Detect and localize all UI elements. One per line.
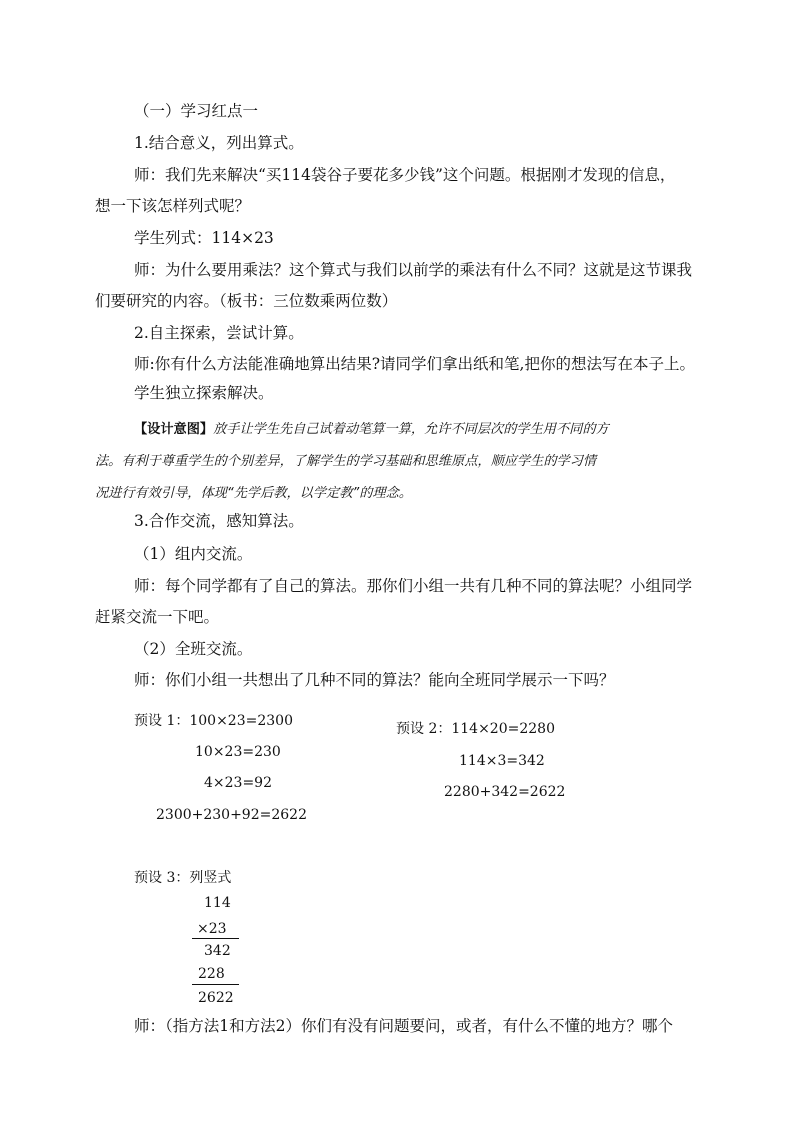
subsection-2: （2）全班交流。 (134, 640, 253, 658)
paragraph-6-line-2: 赶紧交流一下吧。 (95, 608, 220, 626)
design-intent-line-1 (134, 420, 609, 440)
vertical-multiplier: ×23 (197, 921, 227, 937)
design-intent-text-1: 放手让学生先自己试着动笔算一算，允许不同层次的学生用不同的方 (213, 422, 609, 437)
vertical-rule-1 (192, 938, 239, 939)
preset-1-label: 预设 1：100×23=2300 (134, 713, 293, 729)
vertical-multiplicand: 114 (204, 895, 231, 911)
paragraph-1-line-1: 师：我们先来解决“买114袋谷子要花多少钱”这个问题。根据刚才发现的信息， (134, 166, 676, 184)
section-title: （一）学习红点一 (134, 102, 259, 120)
preset-2-line-2: 114×3=342 (459, 753, 545, 769)
vertical-result: 2622 (198, 990, 234, 1006)
paragraph-4: 师:你有什么方法能准确地算出结果?请同学们拿出纸和笔,把你的想法写在本子上。 (134, 355, 695, 373)
step-3-heading: 3.合作交流，感知算法。 (134, 512, 304, 530)
preset-3-label: 预设 3：列竖式 (134, 870, 232, 886)
paragraph-1-line-2: 想一下该怎样列式呢？ (95, 197, 251, 215)
subsection-1: （1）组内交流。 (134, 545, 253, 563)
student-equation: 学生列式：114×23 (134, 229, 274, 247)
paragraph-6-line-1: 师：每个同学都有了自己的算法。那你们小组一共有几种不同的算法呢？小组同学 (134, 577, 693, 595)
preset-1-line-3: 4×23=92 (204, 775, 272, 791)
paragraph-5: 学生独立探索解决。 (134, 384, 274, 402)
paragraph-3-line-1: 师：为什么要用乘法？这个算式与我们以前学的乘法有什么不同？这就是这节课我 (134, 261, 693, 279)
preset-2-label: 预设 2：114×20=2280 (396, 721, 555, 737)
paragraph-8: 师：（指方法1和方法2）你们有没有问题要问，或者，有什么不懂的地方？哪个 (134, 1017, 673, 1035)
preset-2-line-3: 2280+342=2622 (444, 784, 566, 800)
paragraph-7: 师：你们小组一共想出了几种不同的算法？能向全班同学展示一下吗？ (134, 671, 615, 689)
design-intent-tag: 【设计意图】 (134, 422, 214, 437)
vertical-partial-1: 342 (204, 943, 231, 959)
step-2-heading: 2.自主探索，尝试计算。 (134, 324, 304, 342)
step-1-heading: 1.结合意义，列出算式。 (134, 134, 304, 152)
preset-1-line-4: 2300+230+92=2622 (156, 807, 307, 823)
vertical-partial-2: 228 (198, 966, 225, 982)
preset-1-line-2: 10×23=230 (195, 744, 281, 760)
vertical-rule-2 (192, 984, 239, 985)
design-intent-line-2: 法。有利于尊重学生的个别差异，了解学生的学习基础和思维原点，顺应学生的学习情 (95, 454, 597, 469)
design-intent-line-3: 况进行有效引导，体现“先学后教，以学定教”的理念。 (95, 486, 412, 501)
paragraph-3-line-2: 们要研究的内容。（板书：三位数乘两位数） (95, 292, 398, 310)
